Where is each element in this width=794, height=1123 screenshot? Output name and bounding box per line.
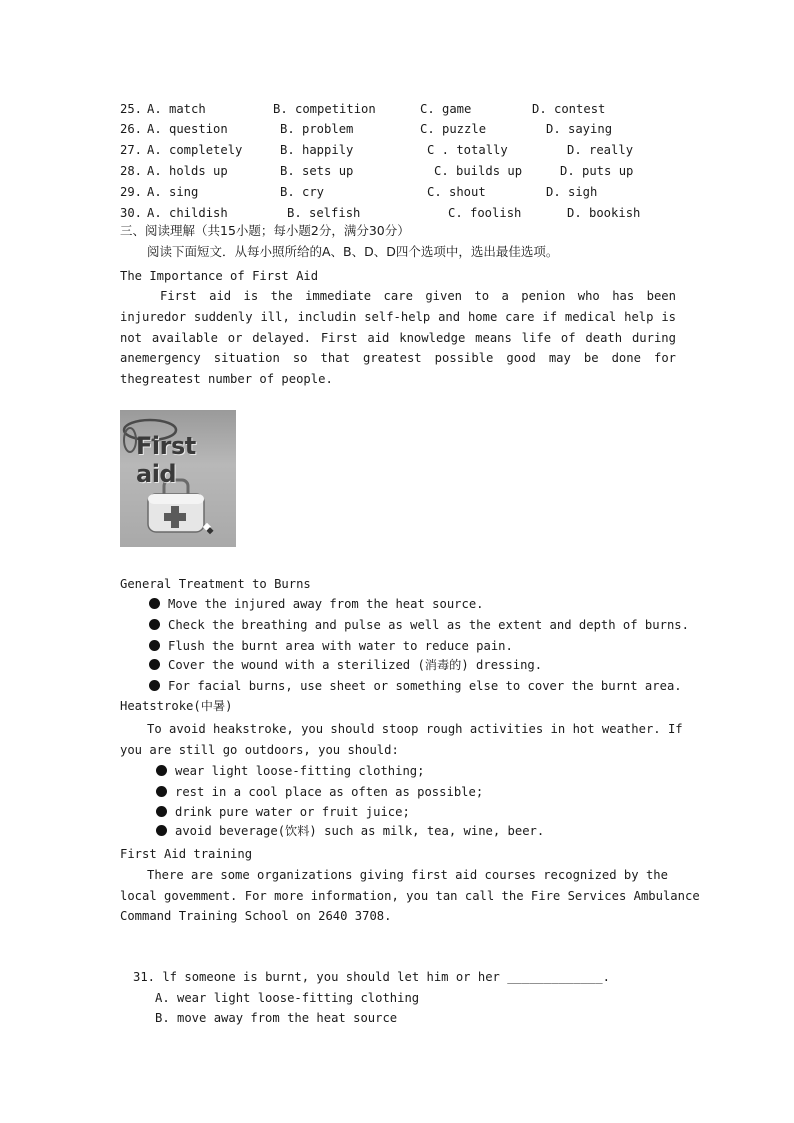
burns-item	[149, 617, 689, 633]
option-b: B. happily	[280, 143, 354, 157]
section-heading: 三、阅读理解（共15小题；每小题2分，满分30分）	[120, 223, 410, 238]
question-row	[120, 122, 680, 142]
option-a: A. match	[147, 102, 206, 116]
burns-item	[149, 596, 484, 612]
heatstroke-item-text: avoid beverage(饮料) such as milk, tea, wine, beer.	[175, 824, 545, 838]
bullet-icon	[149, 640, 160, 651]
burns-item-text: Flush the burnt area with water to reduce pain.	[168, 639, 513, 653]
heatstroke-item-text: drink pure water or fruit juice;	[175, 805, 410, 819]
question-number: 26.	[120, 122, 143, 136]
training-text: Command Training School on 2640 3708.	[120, 909, 392, 923]
option-d: D. contest	[532, 102, 606, 116]
article-title: The Importance of First Aid	[120, 269, 319, 283]
option-a: A. completely	[147, 143, 243, 157]
heatstroke-item	[156, 763, 424, 779]
section-instruction: 阅读下面短文．从每小照所给的A、B、D、D四个选项中，选出最佳选项。	[147, 244, 559, 259]
question-number: 28.	[120, 164, 143, 178]
bullet-icon	[156, 806, 167, 817]
burns-title: General Treatment to Burns	[120, 577, 311, 591]
question-row	[120, 143, 680, 163]
option-d: D. sigh	[546, 185, 598, 199]
burns-item-text: Move the injured away from the heat source.	[168, 597, 484, 611]
article-intro: First aid is the immediate care given to a penion who has been injuredor suddenly ill, includin self-help and home care if medical help is not available or delayed. First aid knowledge means life of death during anemergency situation so that greatest possible good may be done for thegreatest number of people.	[120, 289, 676, 387]
question-row	[120, 185, 680, 205]
question-number: 30.	[120, 206, 143, 220]
bullet-icon	[149, 598, 160, 609]
question-row	[120, 164, 680, 184]
bullet-icon	[149, 680, 160, 691]
bullet-icon	[156, 765, 167, 776]
question-row	[120, 102, 680, 122]
option-c: C. game	[420, 102, 472, 116]
question-number: 29.	[120, 185, 143, 199]
heatstroke-item-text: wear light loose-fitting clothing;	[175, 764, 425, 778]
training-text: There are some organizations giving first aid courses recognized by the	[147, 868, 668, 882]
heatstroke-title: Heatstroke(中暑)	[120, 699, 233, 713]
burns-item	[149, 638, 513, 654]
option-c: C. foolish	[448, 206, 522, 220]
bullet-icon	[149, 619, 160, 630]
option-c: C. puzzle	[420, 122, 487, 136]
burns-item	[149, 678, 682, 694]
option-c: C. shout	[427, 185, 486, 199]
option-a: A. question	[147, 122, 228, 136]
training-title: First Aid training	[120, 847, 253, 861]
burns-item-text: For facial burns, use sheet or something else to cover the burnt area.	[168, 679, 682, 693]
question-number: 25.	[120, 102, 143, 116]
option-b: B. cry	[280, 185, 325, 199]
option-b: B. competition	[273, 102, 376, 116]
bullet-icon	[156, 825, 167, 836]
option-c: C. builds up	[434, 164, 523, 178]
option-b: B. selfish	[287, 206, 361, 220]
option-b: B. sets up	[280, 164, 354, 178]
heatstroke-text: you are still go outdoors, you should:	[120, 743, 399, 757]
burns-item	[149, 657, 542, 673]
option-a: A. childish	[147, 206, 228, 220]
option-d: D. really	[567, 143, 634, 157]
option-d: D. saying	[546, 122, 613, 136]
heatstroke-item	[156, 804, 410, 820]
first-aid-image	[120, 410, 236, 547]
heatstroke-text: To avoid heakstroke, you should stoop rough activities in hot weather. If	[147, 722, 683, 736]
question-31-option-a: A. wear light loose-fitting clothing	[155, 991, 420, 1005]
heatstroke-item	[156, 784, 483, 800]
heatstroke-item-text: rest in a cool place as often as possible;	[175, 785, 484, 799]
question-number: 27.	[120, 143, 143, 157]
heatstroke-item	[156, 823, 544, 839]
image-caption-text: First aid	[136, 432, 196, 488]
burns-item-text: Cover the wound with a sterilized (消毒的) dressing.	[168, 658, 543, 672]
bullet-icon	[156, 786, 167, 797]
bullet-icon	[149, 659, 160, 670]
option-a: A. sing	[147, 185, 199, 199]
training-text: local govemment. For more information, you tan call the Fire Services Ambulance	[120, 889, 700, 903]
burns-item-text: Check the breathing and pulse as well as the extent and depth of burns.	[168, 618, 689, 632]
option-b: B. problem	[280, 122, 354, 136]
option-c: C . totally	[427, 143, 508, 157]
option-d: D. puts up	[560, 164, 634, 178]
option-d: D. bookish	[567, 206, 641, 220]
question-31-stem: 31. lf someone is burnt, you should let him or her _____________.	[133, 970, 610, 984]
option-a: A. holds up	[147, 164, 228, 178]
question-31-option-b: B. move away from the heat source	[155, 1011, 398, 1025]
